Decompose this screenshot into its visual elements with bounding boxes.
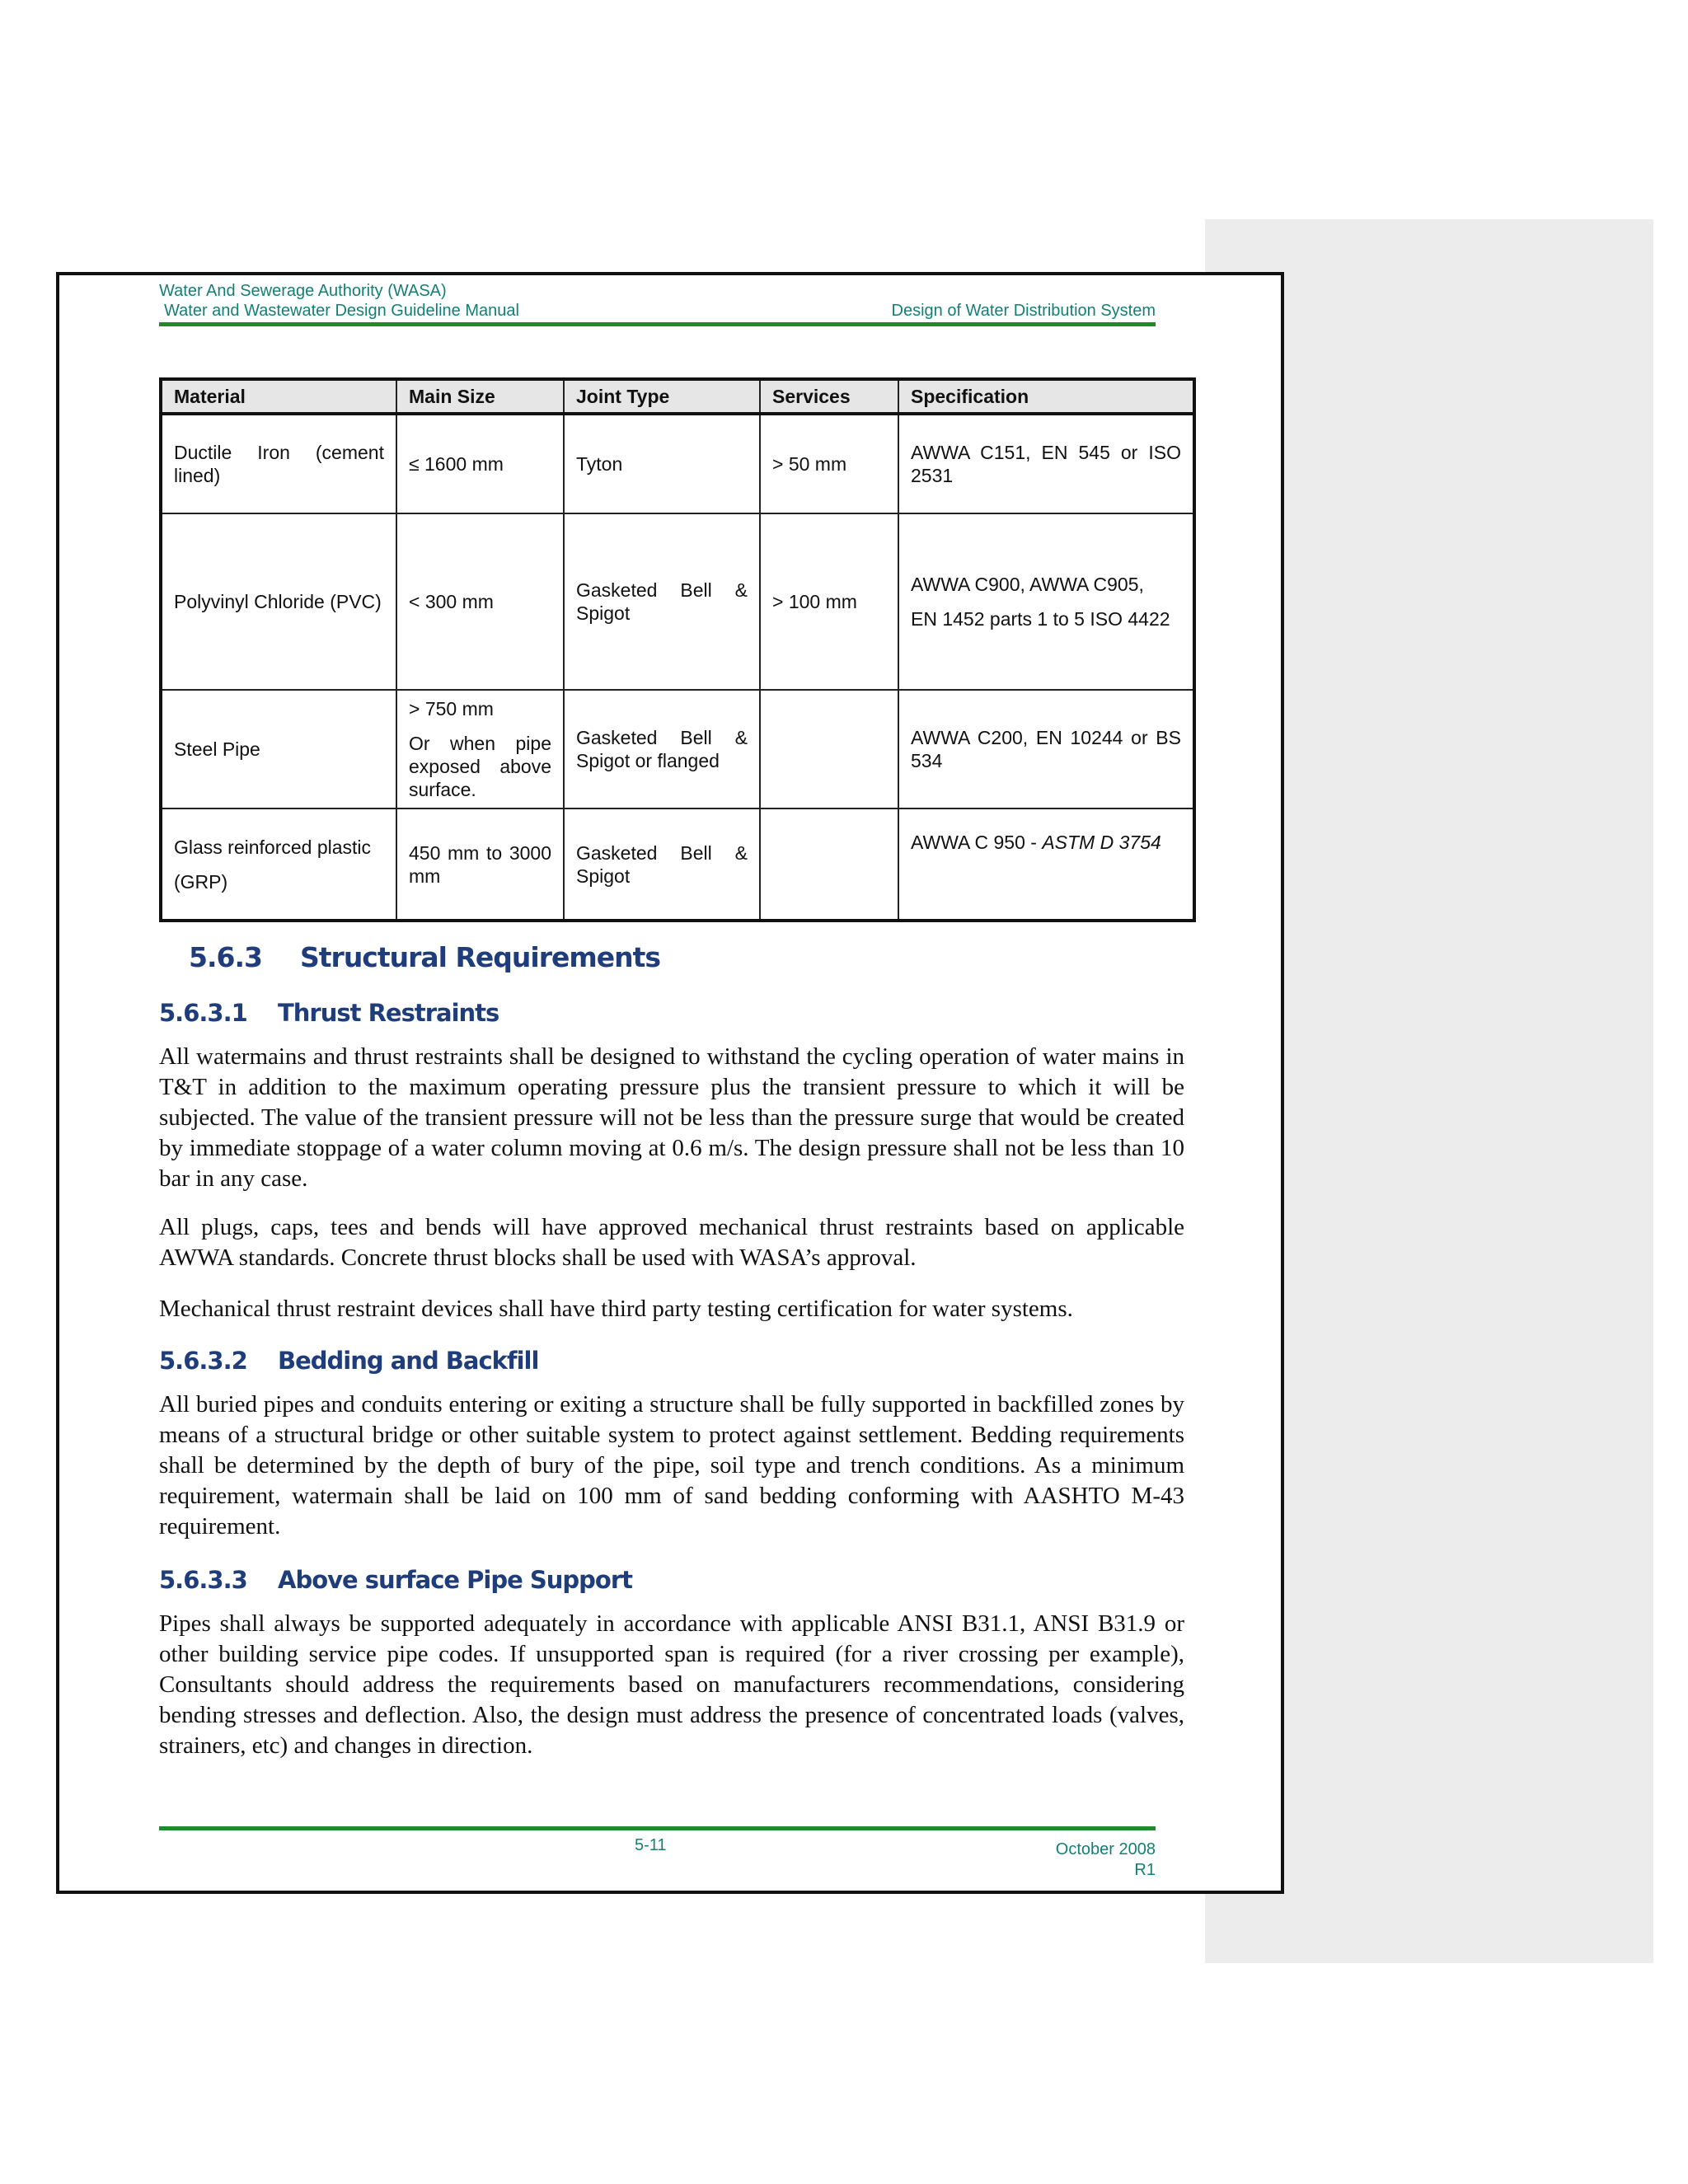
pipe-material-table xyxy=(159,377,1196,922)
table-cell xyxy=(396,690,564,808)
column-header: Main Size xyxy=(396,379,564,414)
table-cell xyxy=(898,808,1194,921)
cell-text: ≤ 1600 mm xyxy=(409,453,504,475)
table-cell xyxy=(161,513,396,690)
subsection-title: Bedding and Backfill xyxy=(278,1347,539,1375)
table-cell xyxy=(898,690,1194,808)
section-number: 5.6.3 xyxy=(189,941,262,973)
cell-text: Gasketed Bell & Spigot or flanged xyxy=(576,727,748,771)
table-cell xyxy=(161,690,396,808)
subsection-heading xyxy=(159,999,499,1027)
section-title: Structural Requirements xyxy=(300,941,661,973)
table-cell xyxy=(760,513,898,690)
subsection-heading xyxy=(159,1347,538,1375)
paragraph: All plugs, caps, tees and bends will have approved mechanical thrust restraints based on applicable AWWA standards. Concrete thrust blocks shall be used with WASA’s approval. xyxy=(159,1214,1184,1271)
cell-text: Gasketed Bell & Spigot xyxy=(576,841,748,887)
cell-text: (GRP) xyxy=(174,870,228,893)
table-cell xyxy=(898,414,1194,513)
table-cell xyxy=(161,808,396,921)
table-cell xyxy=(564,808,760,921)
cell-text: Steel Pipe xyxy=(174,738,260,760)
column-header: Specification xyxy=(898,379,1194,414)
table-cell xyxy=(898,513,1194,690)
table-cell xyxy=(564,513,760,690)
table-header-row xyxy=(161,379,1194,414)
footer-rule xyxy=(159,1826,1156,1830)
paragraph: Pipes shall always be supported adequately in accordance with applicable ANSI B31.1, ANSI B31.9 or other building service pipe codes. If unsupported span is required (for a river crossing per example), Consultants should address the requirements based on manufacturers recommendations, considering bending stresses and deflection. Also, the design must address the presence of concentrated loads (valves, strainers, etc) and changes in direction. xyxy=(159,1610,1184,1759)
table-row xyxy=(161,808,1194,921)
section-heading xyxy=(189,941,660,973)
subsection-number: 5.6.3.1 xyxy=(159,999,247,1027)
cell-text: > 100 mm xyxy=(772,591,857,612)
header-manual: Water and Wastewater Design Guideline Manual xyxy=(164,302,519,320)
table-cell xyxy=(760,690,898,808)
paragraph: All watermains and thrust restraints shall be designed to withstand the cycling operation of water mains in T&T in addition to the maximum operating pressure plus the transient pressure to which it will be subjected. The value of the transient pressure will not be less than the pressure surge that would be created by immediate stoppage of a water column moving at 0.6 m/s. The design pressure shall not be less than 10 bar in any case. xyxy=(159,1043,1184,1192)
table-cell xyxy=(760,808,898,921)
column-header: Material xyxy=(161,379,396,414)
cell-text: 450 mm to 3000 mm xyxy=(409,841,551,887)
subsection-number: 5.6.3.2 xyxy=(159,1347,247,1375)
cell-text: AWWA C 950 - xyxy=(911,832,1043,853)
cell-text: Tyton xyxy=(576,453,623,475)
subsection-title: Above surface Pipe Support xyxy=(278,1566,632,1594)
paragraph: Mechanical thrust restraint devices shall have third party testing certification for water systems. xyxy=(159,1296,1073,1322)
table-cell xyxy=(396,808,564,921)
table-row xyxy=(161,690,1194,808)
page-number: 5-11 xyxy=(635,1836,667,1854)
cell-text: Polyvinyl Chloride (PVC) xyxy=(174,591,382,612)
cell-text: > 750 mm xyxy=(409,698,494,719)
table-row xyxy=(161,414,1194,513)
cell-text: Ductile Iron (cement lined) xyxy=(174,442,384,486)
paragraph: All buried pipes and conduits entering or exiting a structure shall be fully supported in backfilled zones by means of a structural bridge or other suitable system to protect against settlement. Bedding requirements shall be determined by the depth of bury of the pipe, soil type and trench conditions. As a minimum requirement, watermain shall be laid on 100 mm of sand bedding conforming with AASHTO M-43 requirement. xyxy=(159,1391,1184,1540)
cell-text: < 300 mm xyxy=(409,591,494,612)
table-cell xyxy=(564,690,760,808)
header-rule xyxy=(159,322,1156,326)
cell-text: Gasketed Bell & Spigot xyxy=(576,579,748,624)
table-cell xyxy=(564,414,760,513)
cell-text: Or when pipe exposed above surface. xyxy=(409,733,551,800)
subsection-title: Thrust Restraints xyxy=(278,999,499,1027)
header-chapter: Design of Water Distribution System xyxy=(891,302,1156,320)
table-cell xyxy=(760,414,898,513)
table-cell xyxy=(396,513,564,690)
footer-date-block xyxy=(1056,1840,1156,1881)
subsection-number: 5.6.3.3 xyxy=(159,1566,247,1594)
cell-text: AWWA C900, AWWA C905, xyxy=(911,574,1144,595)
table-row xyxy=(161,513,1194,690)
table-cell xyxy=(161,414,396,513)
column-header: Services xyxy=(760,379,898,414)
cell-text: AWWA C200, EN 10244 or BS 534 xyxy=(911,727,1181,771)
table-cell xyxy=(396,414,564,513)
cell-text: EN 1452 parts 1 to 5 ISO 4422 xyxy=(911,608,1170,630)
cell-text: > 50 mm xyxy=(772,453,847,475)
footer-revision: R1 xyxy=(1134,1861,1156,1879)
header-org: Water And Sewerage Authority (WASA) xyxy=(159,282,447,300)
cell-text: Glass reinforced plastic xyxy=(174,836,372,858)
footer-date: October 2008 xyxy=(1055,1840,1156,1858)
subsection-heading xyxy=(159,1566,632,1594)
cell-text-italic: ASTM D 3754 xyxy=(1042,832,1161,853)
cell-text: AWWA C151, EN 545 or ISO 2531 xyxy=(911,442,1181,486)
column-header: Joint Type xyxy=(564,379,760,414)
